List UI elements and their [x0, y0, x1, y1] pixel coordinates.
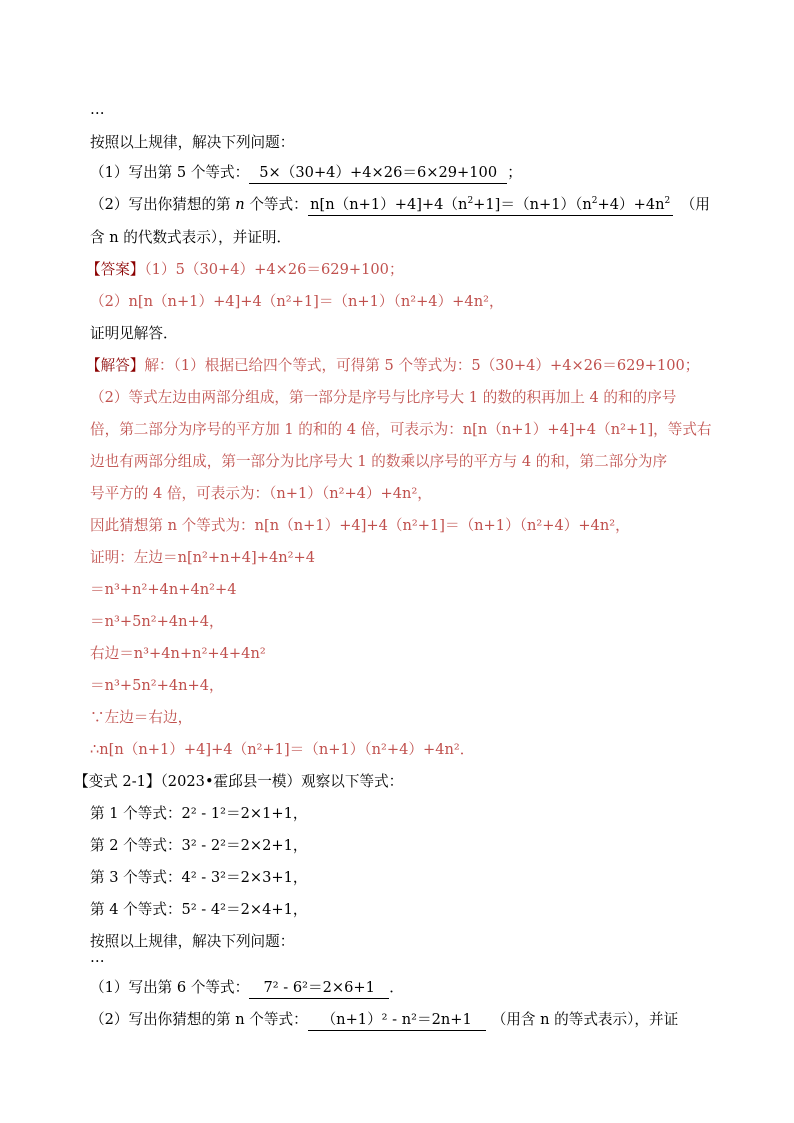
- variant-q2-prefix: （2）写出你猜想的第 n 个等式：: [90, 1011, 308, 1028]
- ellipsis-top: …: [90, 101, 105, 118]
- variant-q1-suffix: ．: [389, 979, 404, 996]
- solution-1: 解：（1）根据已给四个等式，可得第 5 个等式为：5（30+4）+4×26＝629+100；: [144, 357, 700, 374]
- variant-eq-2: 第 2 个等式：3² - 2²＝2×2+1，: [90, 837, 308, 854]
- question-1-answer: 5×（30+4）+4×26＝6×29+100: [249, 163, 507, 184]
- question-2-n: n: [235, 196, 245, 213]
- question-1-prefix: （1）写出第 5 个等式：: [90, 164, 250, 181]
- answer-1: （1）5（30+4）+4×26＝629+100；: [144, 261, 404, 278]
- variant-q2-suffix: （用含 n 的等式表示），并证: [491, 1011, 679, 1028]
- solution-tag: 【解答】: [86, 357, 145, 374]
- variant-ellipsis: …: [90, 949, 105, 966]
- solution-12: ∵左边＝右边，: [90, 709, 193, 726]
- solution-5: 号平方的 4 倍，可表示为：（n+1）（n²+4）+4n²，: [90, 485, 432, 502]
- rule-line-1: 按照以上规律，解决下列问题：: [90, 134, 295, 151]
- question-2-suffix: （用: [680, 196, 710, 213]
- question-2-prefix: （2）写出你猜想的第: [90, 196, 236, 213]
- solution-7: 证明：左边＝n[n²+n+4]+4n²+4: [90, 549, 316, 566]
- answer-tag: 【答案】: [86, 261, 145, 278]
- solution-8: ＝n³+n²+4n+4n²+4: [90, 581, 237, 598]
- solution-13: ∴n[n（n+1）+4]+4（n²+1]＝（n+1）（n²+4）+4n²．: [90, 741, 475, 758]
- question-1: [90, 163, 522, 184]
- question-2-prefix2: 个等式：: [244, 196, 308, 213]
- variant-question-2: [90, 1010, 678, 1031]
- solution-11: ＝n³+5n²+4n+4，: [90, 677, 224, 694]
- variant-tag: 【变式 2-1】: [74, 773, 161, 790]
- variant-rule-line: 按照以上规律，解决下列问题：: [90, 933, 295, 950]
- variant-q2-answer: （n+1）² - n²＝2n+1: [308, 1010, 486, 1031]
- variant-header: [74, 772, 403, 792]
- variant-eq-3: 第 3 个等式：4² - 3²＝2×3+1，: [90, 869, 308, 886]
- solution-10: 右边＝n³+4n+n²+4+4n²: [90, 645, 266, 662]
- solution-4: 边也有两部分组成，第一部分为比序号大 1 的数乘以序号的平方与 4 的和，第二部分为序: [90, 453, 668, 470]
- question-2: [90, 195, 710, 216]
- solution-9: ＝n³+5n²+4n+4，: [90, 613, 224, 630]
- variant-q1-prefix: （1）写出第 6 个等式：: [90, 979, 250, 996]
- solution-3: 倍，第二部分为序号的平方加 1 的和的 4 倍，可表示为：n[n（n+1）+4]+4（n²+1]，等式右: [90, 421, 712, 438]
- answer-2: （2）n[n（n+1）+4]+4（n²+1]＝（n+1）（n²+4）+4n²，: [90, 293, 504, 310]
- variant-source: （2023•霍邱县一模）观察以下等式：: [160, 773, 404, 790]
- variant-eq-1: 第 1 个等式：2² - 1²＝2×1+1，: [90, 805, 308, 822]
- answer-3: 证明见解答．: [90, 325, 178, 342]
- question-1-suffix: ；: [507, 164, 522, 181]
- answer-line-1: [86, 260, 404, 280]
- question-2-cont: 含 n 的代数式表示），并证明．: [90, 229, 292, 246]
- question-2-answer: $n[n(n+1)+4]+4(n^2+1]=(n+1)(n^2+4)+4n^2$: [308, 195, 673, 216]
- solution-6: 因此猜想第 n 个等式为：n[n（n+1）+4]+4（n²+1]＝（n+1）（n²+4）+4n²，: [90, 517, 630, 534]
- solution-2: （2）等式左边由两部分组成，第一部分是序号与比序号大 1 的数的积再加上 4 的和的序号: [90, 389, 677, 406]
- variant-eq-4: 第 4 个等式：5² - 4²＝2×4+1，: [90, 901, 308, 918]
- variant-q1-answer: 7² - 6²＝2×6+1: [249, 978, 389, 999]
- solution-line-1: [86, 356, 699, 376]
- variant-question-1: [90, 978, 404, 999]
